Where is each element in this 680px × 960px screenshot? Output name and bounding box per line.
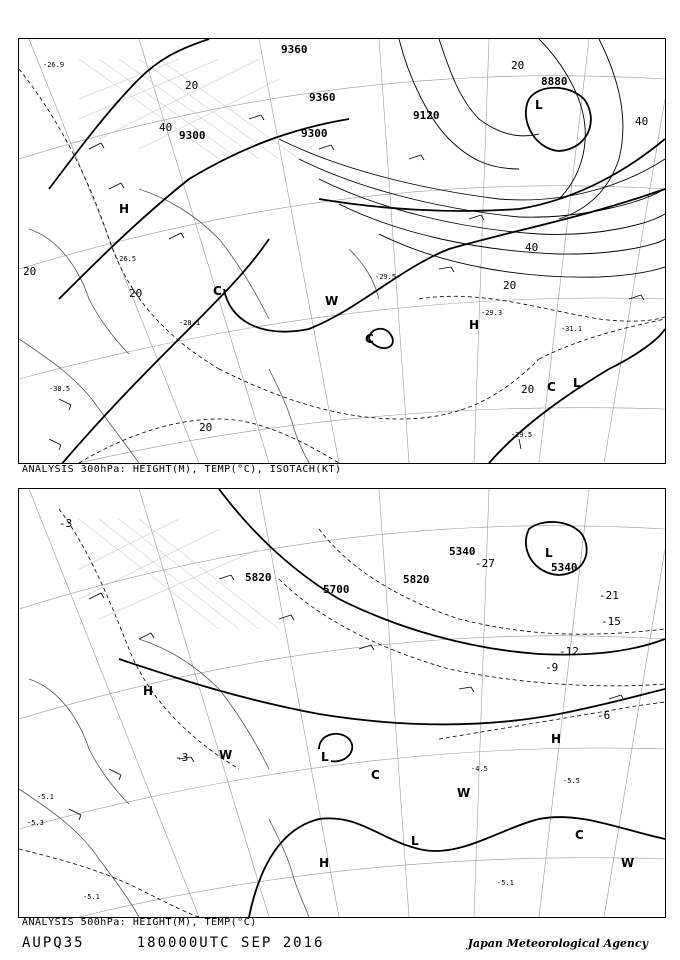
height-contours xyxy=(49,39,665,463)
height-labels xyxy=(179,43,568,142)
wind-barbs xyxy=(49,115,644,450)
caption-500hpa: ANALYSIS 500hPa: HEIGHT(M), TEMP(°C) xyxy=(22,917,257,928)
height-label: 9300 xyxy=(179,129,206,142)
isotach-contours xyxy=(279,39,665,277)
high-center: H xyxy=(143,684,154,698)
pressure-centers xyxy=(143,546,634,870)
temperature-obs-labels xyxy=(27,765,580,901)
isotach-label: 40 xyxy=(525,241,539,254)
height-label: 9360 xyxy=(309,91,336,104)
temperature-label: -26.5 xyxy=(115,255,137,263)
map-500hpa xyxy=(19,489,665,917)
height-label: 5700 xyxy=(323,583,350,596)
isotach-label: 20 xyxy=(23,265,37,278)
high-center: H xyxy=(319,856,330,870)
caption-300hpa: ANALYSIS 300hPa: HEIGHT(M), TEMP(°C), ISOTACH(KT) xyxy=(22,464,342,475)
pressure-centers xyxy=(119,98,581,394)
temperature-label: -5.5 xyxy=(563,777,580,785)
height-label: 5340 xyxy=(449,545,476,558)
isotach-label: 40 xyxy=(635,115,649,128)
temperature-label: -6 xyxy=(597,709,611,722)
warm-center: W xyxy=(219,748,233,762)
temperature-label: -15 xyxy=(601,615,621,628)
isotach-labels xyxy=(23,59,648,434)
height-label: 5820 xyxy=(403,573,430,586)
height-label: 5820 xyxy=(245,571,272,584)
isotach-label: 40 xyxy=(159,121,173,134)
height-label: 9120 xyxy=(413,109,440,122)
temperature-label: -27 xyxy=(475,557,495,570)
chart-identifier xyxy=(22,935,324,951)
warm-center: W xyxy=(621,856,635,870)
temperature-label: -9 xyxy=(545,661,559,674)
high-center: H xyxy=(551,732,562,746)
low-center: L xyxy=(545,546,553,560)
graticule xyxy=(19,489,665,917)
isotach-label: 20 xyxy=(129,287,143,300)
cold-center: C xyxy=(371,768,380,782)
temperature-label: -4.5 xyxy=(471,765,488,773)
isotach-label: 20 xyxy=(185,79,199,92)
isotach-label: 20 xyxy=(503,279,517,292)
warm-center: W xyxy=(457,786,471,800)
temperature-label: -5.1 xyxy=(37,793,54,801)
temperature-label: -21 xyxy=(599,589,619,602)
height-label: 8880 xyxy=(541,75,568,88)
chart-500hpa xyxy=(18,488,666,918)
height-label: 5340 xyxy=(551,561,578,574)
temperature-label: -5.3 xyxy=(27,819,44,827)
high-center: H xyxy=(119,202,130,216)
agency-name: Japan Meteorological Agency xyxy=(467,937,648,950)
map-300hpa xyxy=(19,39,665,463)
bulletin-code: AUPQ35 xyxy=(22,935,85,951)
low-center: L xyxy=(411,834,419,848)
temperature-label: -29.5 xyxy=(511,431,533,439)
temperature-label: -29.3 xyxy=(481,309,503,317)
temperature-label: -5.1 xyxy=(83,893,100,901)
height-label: 9300 xyxy=(301,127,328,140)
warm-center: W xyxy=(325,294,339,308)
low-center: L xyxy=(321,750,329,764)
isotach-label: 20 xyxy=(511,59,525,72)
height-label: 9360 xyxy=(281,43,308,56)
temperature-label: -30.5 xyxy=(49,385,71,393)
isotach-label: 20 xyxy=(199,421,213,434)
valid-datetime: 180000UTC SEP 2016 xyxy=(136,935,325,951)
temperature-label: -3 xyxy=(59,517,73,530)
cold-center: C xyxy=(547,380,556,394)
cold-center: C xyxy=(575,828,584,842)
high-center: H xyxy=(469,318,480,332)
temperature-label: -29.5 xyxy=(375,273,397,281)
temperature-label: -31.1 xyxy=(561,325,583,333)
low-center: L xyxy=(535,98,543,112)
temperature-label: -12 xyxy=(559,645,579,658)
chart-300hpa xyxy=(18,38,666,464)
cold-center: C xyxy=(365,332,374,346)
height-contours xyxy=(119,489,665,917)
temperature-label: -26.9 xyxy=(43,61,65,69)
low-center: L xyxy=(573,376,581,390)
isotach-label: 20 xyxy=(521,383,535,396)
temperature-labels xyxy=(43,61,582,439)
temperature-label: -3 xyxy=(175,751,189,764)
cold-center: C xyxy=(213,284,222,298)
temperature-label: -28.1 xyxy=(179,319,201,327)
temperature-label: -5.1 xyxy=(497,879,514,887)
